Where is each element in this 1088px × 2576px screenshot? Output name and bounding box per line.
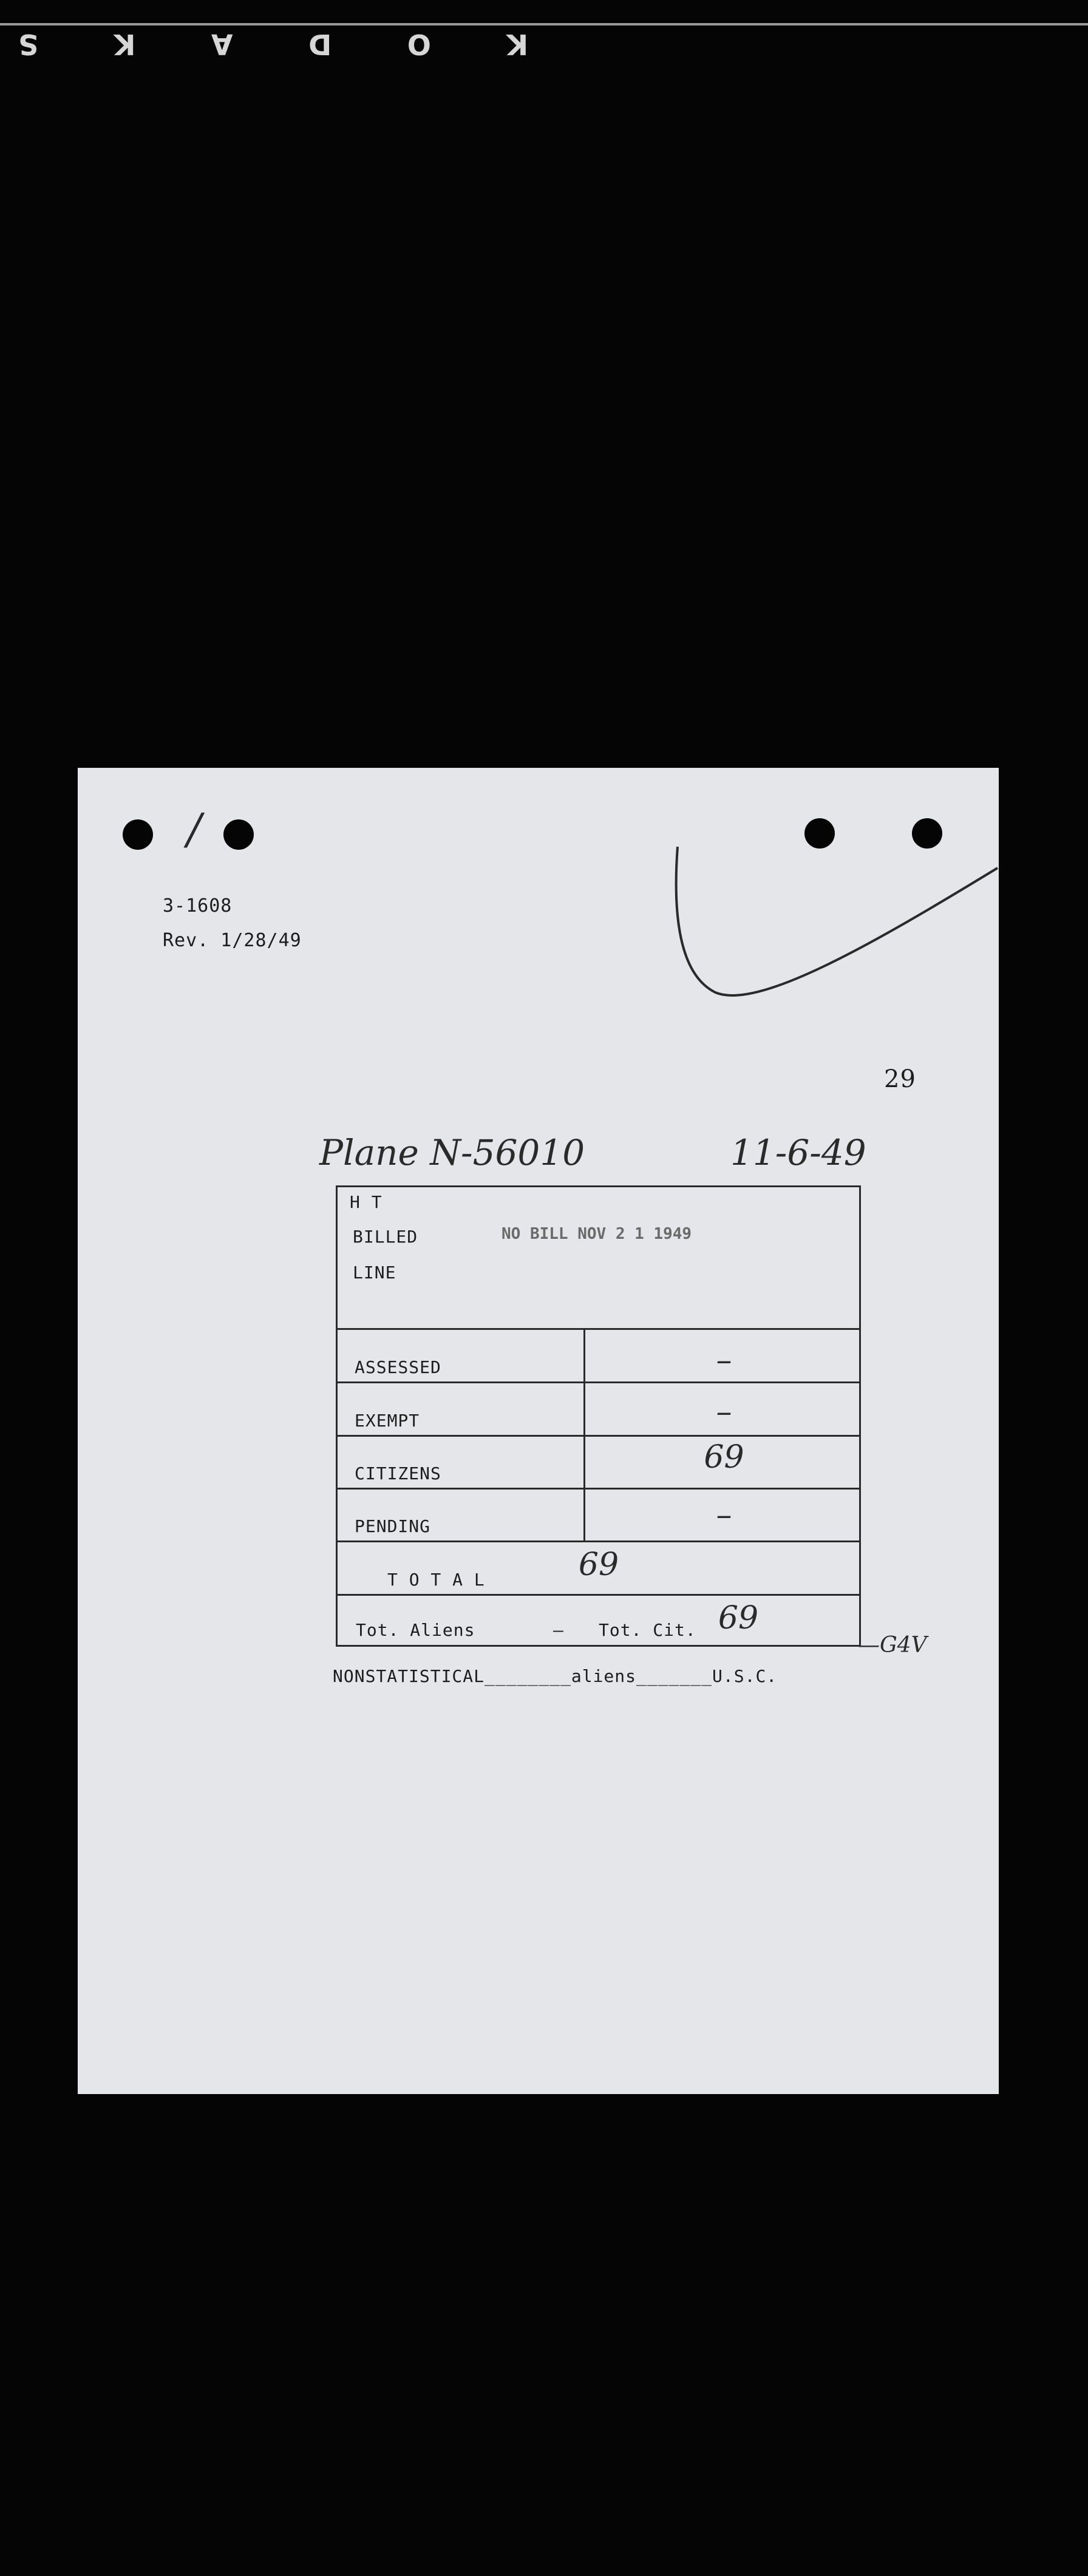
film-letter: D bbox=[308, 28, 332, 61]
tot-aliens-label: Tot. Aliens bbox=[356, 1620, 475, 1640]
film-edge-print bbox=[0, 24, 546, 61]
assessed-label: ASSESSED bbox=[355, 1357, 441, 1377]
divider bbox=[338, 1435, 859, 1437]
film-letter: A bbox=[211, 28, 233, 61]
form-number: 3-1608 bbox=[163, 895, 233, 917]
billed-label: BILLED bbox=[353, 1227, 418, 1247]
assessed-value: – bbox=[716, 1342, 732, 1378]
punch-hole bbox=[123, 819, 153, 850]
margin-note: —G4V bbox=[858, 1633, 927, 1658]
check-mark: / bbox=[187, 804, 202, 854]
film-letter: O bbox=[407, 28, 431, 61]
citizens-label: CITIZENS bbox=[355, 1463, 441, 1483]
line-label: LINE bbox=[353, 1263, 396, 1283]
document-page bbox=[78, 768, 999, 2094]
tot-cit-label: Tot. Cit. bbox=[599, 1620, 696, 1640]
total-label: T O T A L bbox=[387, 1570, 485, 1590]
divider bbox=[338, 1594, 859, 1596]
entry-form bbox=[336, 1185, 861, 1647]
handwritten-date: 11-6-49 bbox=[730, 1132, 866, 1173]
tot-aliens-value: — bbox=[553, 1620, 564, 1640]
divider bbox=[338, 1381, 859, 1383]
ht-label: H T bbox=[350, 1192, 382, 1212]
divider bbox=[338, 1488, 859, 1490]
film-letter: S bbox=[18, 28, 39, 61]
exempt-label: EXEMPT bbox=[355, 1411, 420, 1431]
pen-stroke-mark bbox=[673, 841, 1001, 1035]
film-letter: K bbox=[114, 28, 136, 61]
punch-hole bbox=[223, 819, 254, 850]
pending-value: – bbox=[716, 1497, 732, 1533]
page-number: 29 bbox=[884, 1065, 916, 1093]
plane-number: Plane N-56010 bbox=[319, 1132, 585, 1173]
citizens-value: 69 bbox=[704, 1439, 744, 1476]
no-bill-stamp: NO BILL NOV 2 1 1949 bbox=[501, 1225, 692, 1243]
pending-label: PENDING bbox=[355, 1516, 431, 1536]
divider bbox=[338, 1328, 859, 1330]
revision-date: Rev. 1/28/49 bbox=[163, 930, 302, 951]
divider bbox=[338, 1541, 859, 1542]
exempt-value: – bbox=[716, 1394, 732, 1430]
tot-cit-value: 69 bbox=[718, 1600, 759, 1636]
film-letter: K bbox=[506, 28, 528, 61]
nonstatistical-line: NONSTATISTICAL________aliens_______U.S.C. bbox=[333, 1666, 778, 1686]
total-value: 69 bbox=[578, 1547, 619, 1583]
